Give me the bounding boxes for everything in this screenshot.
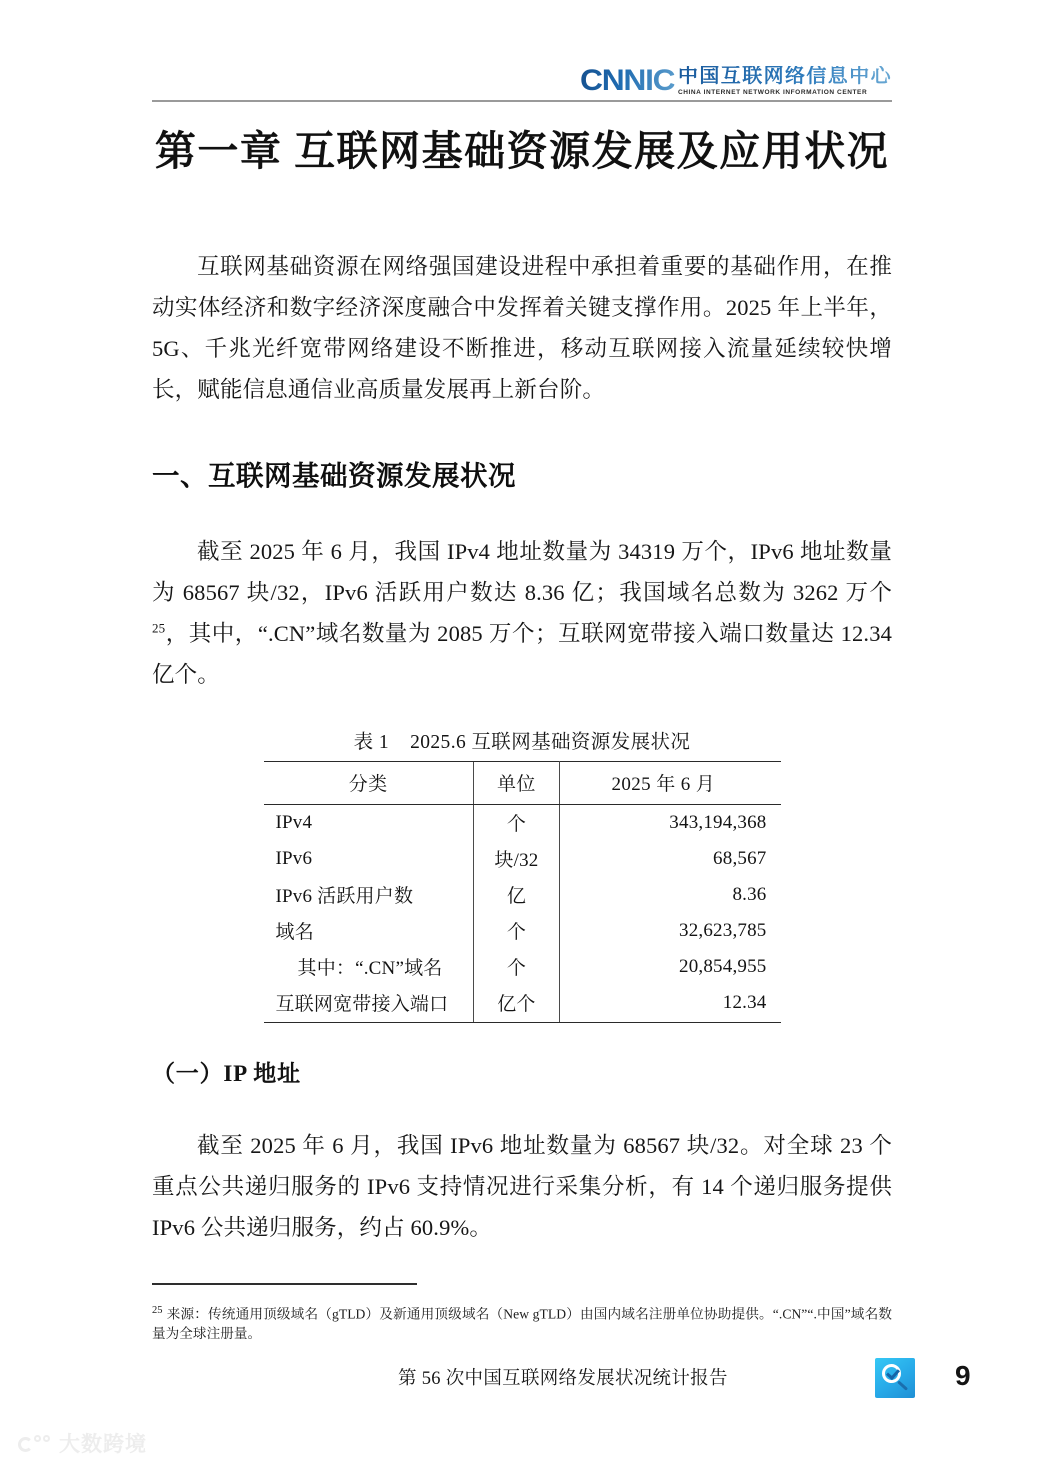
chapter-title: 第一章 互联网基础资源发展及应用状况 xyxy=(154,128,890,174)
cnnic-english-name: CHINA INTERNET NETWORK INFORMATION CENTER xyxy=(678,89,868,96)
table-row xyxy=(264,804,781,841)
table-row xyxy=(264,841,781,877)
table-cell-category: 域名 xyxy=(275,922,314,944)
footer-report-title: 第 56 次中国互联网络发展状况统计报告 xyxy=(398,1369,728,1389)
table-header-unit: 单位 xyxy=(473,761,560,804)
footnote-area xyxy=(152,1283,892,1344)
table-row xyxy=(264,985,781,1023)
section-one-text-before: 截至 2025 年 6 月，我国 IPv4 地址数量为 34319 万个，IPv6 地址数量为 68567 块/32，IPv6 活跃用户数达 8.36 亿；我国域名总数为 3262 万个 xyxy=(152,538,892,605)
table-cell-category: 互联网宽带接入端口 xyxy=(264,985,474,1023)
spacer-before-table xyxy=(152,695,892,726)
table-cell-value: 32,623,785 xyxy=(679,919,767,941)
table-cell-value: 12.34 xyxy=(560,985,781,1023)
subsection-one-paragraph: 截至 2025 年 6 月，我国 IPv6 地址数量为 68567 块/32。对全球 23 个重点公共递归服务的 IPv6 支持情况进行采集分析，有 14 个递归服务提供 IPv6 公共递归服务，约占 60.9%。 xyxy=(152,1133,892,1241)
watermark-dot-icon xyxy=(43,1435,50,1442)
table-cell-category: 其中：“.CN”域名 xyxy=(297,958,443,980)
table-cell-category: IPv4 xyxy=(275,811,313,833)
table-header-category: 分类 xyxy=(264,761,474,804)
spacer-title xyxy=(152,180,892,246)
table-cell-category: IPv6 xyxy=(275,847,313,869)
internet-resource-table xyxy=(264,761,781,1024)
watermark-circle-icon xyxy=(18,1437,33,1452)
table-cell-unit: 个 xyxy=(473,804,560,841)
table-body xyxy=(264,804,781,1023)
spacer-intro xyxy=(152,410,892,458)
watermark-text: 大数跨境 xyxy=(59,1433,147,1456)
table-cell-unit: 亿 xyxy=(473,877,560,913)
checkmark-icon xyxy=(886,1366,900,1380)
table-cell-unit: 块/32 xyxy=(473,841,560,877)
table-caption: 表 1 2025.6 互联网基础资源发展状况 xyxy=(353,731,691,753)
table-cell-category: IPv6 活跃用户数 xyxy=(275,886,414,908)
magnifier-icon xyxy=(875,1358,915,1398)
section-one-text-after: ，其中，“.CN”域名数量为 2085 万个；互联网宽带接入端口数量达 12.34 亿个。 xyxy=(152,620,892,687)
resource-table-block xyxy=(264,726,781,1024)
watermark-dot-icon xyxy=(34,1435,41,1442)
section-heading-one: 一、互联网基础资源发展状况 xyxy=(152,460,516,492)
table-cell-value: 343,194,368 xyxy=(669,811,767,833)
spacer-after-table xyxy=(152,1023,892,1059)
footnote-entry xyxy=(152,1301,892,1345)
watermark-logo-icon xyxy=(18,1434,52,1453)
intro-paragraph: 互联网基础资源在网络强国建设进程中承担着重要的基础作用，在推动实体经济和数字经济深度融合中发挥着关键支撑作用。2025 年上半年，5G、千兆光纤宽带网络建设不断推进，移动互联网接入流量延续较快增长，赋能信息通信业高质量发展再上新台阶。 xyxy=(152,254,892,403)
table-cell-unit: 个 xyxy=(473,949,560,985)
watermark xyxy=(18,1428,147,1458)
table-cell-value: 20,854,955 xyxy=(679,955,767,977)
cnnic-chinese-name: 中国互联网络信息中心 xyxy=(678,65,892,87)
page-number: 9 xyxy=(955,1360,971,1391)
table-cell-value: 8.36 xyxy=(732,883,767,905)
section-one-paragraph xyxy=(152,531,892,695)
table-head xyxy=(264,761,781,804)
document-body xyxy=(152,0,892,1248)
table-header-row xyxy=(264,761,781,804)
table-cell-value: 68,567 xyxy=(713,847,767,869)
table-cell-unit: 个 xyxy=(473,913,560,949)
spacer-subsection xyxy=(152,1089,892,1125)
table-cell-unit: 亿个 xyxy=(473,985,560,1023)
subsection-heading-ip-address: （一）IP 地址 xyxy=(152,1061,301,1087)
footnote-body: 来源：传统通用顶级域名（gTLD）及新通用顶级域名（New gTLD）由国内域名注册单位协助提供。“.CN”“.中国”域名数量为全球注册量。 xyxy=(152,1306,892,1342)
table-row xyxy=(264,913,781,949)
footnote-number: 25 xyxy=(152,1304,163,1316)
page-footer xyxy=(0,1358,1044,1404)
spacer-heading-one xyxy=(152,494,892,531)
table-row xyxy=(264,877,781,913)
table-row xyxy=(264,949,781,985)
footnote-divider xyxy=(152,1283,417,1285)
cnnic-wordmark: CNNIC xyxy=(580,64,675,97)
footnote-marker-inline: 25 xyxy=(152,620,166,636)
table-header-value: 2025 年 6 月 xyxy=(560,761,781,804)
